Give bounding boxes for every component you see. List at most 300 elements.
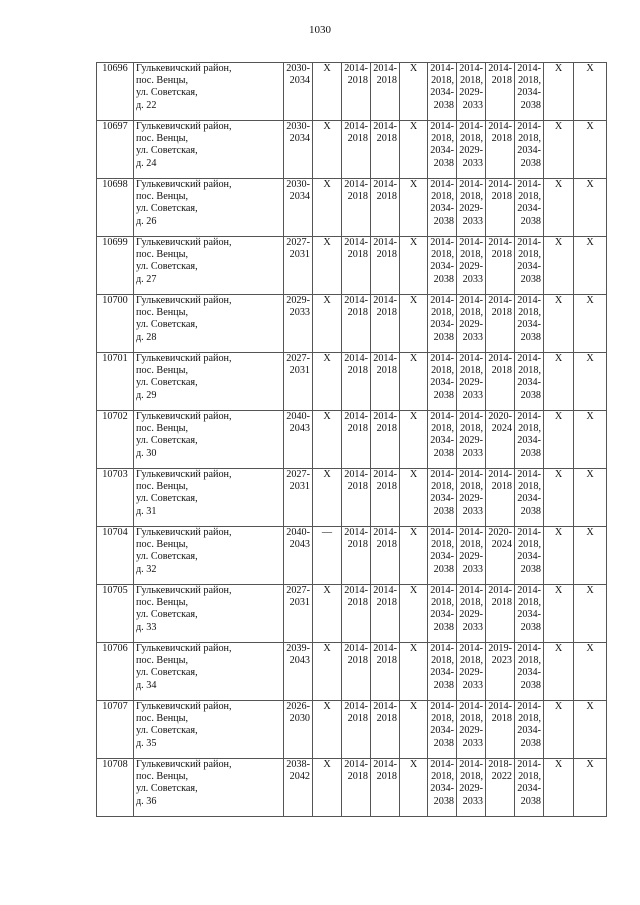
period-cell <box>342 411 371 469</box>
cell-line: 2014- <box>488 353 512 364</box>
cell-line: 2034- <box>517 551 541 563</box>
mark-cell: X <box>400 585 428 643</box>
period-cell <box>486 63 515 121</box>
cell-line: 2014- <box>517 121 541 132</box>
period-cell <box>515 701 544 759</box>
period-cell <box>342 527 371 585</box>
cell-line: 2018, <box>431 481 454 493</box>
period-cell <box>515 469 544 527</box>
cell-line: 2018 <box>491 481 512 493</box>
cell-line: 2018, <box>431 771 454 783</box>
cell-line: 2034- <box>517 145 541 157</box>
cell-line: 2014- <box>488 121 512 132</box>
period-cell <box>284 527 313 585</box>
cell-line: ул. Советская, <box>136 261 198 273</box>
cell-line: 2014- <box>430 759 454 770</box>
cell-line: 2018, <box>518 771 541 783</box>
cell-line: ул. Советская, <box>136 725 198 737</box>
cell-line: д. 35 <box>136 737 157 749</box>
record-number: 10708 <box>97 759 134 817</box>
cell-line: 2034- <box>517 319 541 331</box>
cell-line: 2034- <box>517 203 541 215</box>
cell-line: ул. Советская, <box>136 783 198 795</box>
cell-line: 2034- <box>430 203 454 215</box>
mark-cell: X <box>313 121 342 179</box>
cell-line: 2034- <box>517 377 541 389</box>
cell-line: Гулькевичский район, <box>136 585 232 596</box>
cell-line: д. 27 <box>136 273 157 285</box>
cell-line: 2018, <box>460 481 483 493</box>
cell-line: 2034- <box>517 725 541 737</box>
cell-line: 2014- <box>344 353 368 364</box>
mark-cell: X <box>574 643 607 701</box>
cell-line: 2018 <box>376 191 397 203</box>
cell-line: ул. Советская, <box>136 667 198 679</box>
period-cell <box>371 63 400 121</box>
cell-line: 2018 <box>347 713 368 725</box>
cell-line: 2018 <box>376 655 397 667</box>
cell-line: 2018, <box>518 365 541 377</box>
cell-line: 2018, <box>460 539 483 551</box>
cell-line: пос. Венцы, <box>136 423 189 435</box>
period-cell <box>342 63 371 121</box>
cell-line: 2014- <box>373 527 397 538</box>
period-cell <box>515 585 544 643</box>
cell-line: 2033 <box>462 99 483 111</box>
mark-cell: X <box>574 585 607 643</box>
mark-cell: X <box>313 411 342 469</box>
address-cell <box>134 643 284 701</box>
cell-line: Гулькевичский район, <box>136 759 232 770</box>
period-cell <box>428 237 457 295</box>
mark-cell: X <box>544 701 574 759</box>
cell-line: 2018, <box>460 423 483 435</box>
mark-cell: X <box>400 63 428 121</box>
mark-cell: X <box>544 585 574 643</box>
cell-line: 2018, <box>460 713 483 725</box>
cell-line: 2038 <box>433 273 454 285</box>
period-cell <box>342 643 371 701</box>
cell-line: 2018, <box>431 713 454 725</box>
cell-line: д. 34 <box>136 679 157 691</box>
cell-line: 2014- <box>459 295 483 306</box>
cell-line: 2029- <box>459 319 483 331</box>
period-cell <box>371 295 400 353</box>
period-cell <box>486 585 515 643</box>
cell-line: 2034- <box>517 87 541 99</box>
cell-line: 2019- <box>488 643 512 654</box>
cell-line: Гулькевичский район, <box>136 295 232 306</box>
cell-line: 2029- <box>459 609 483 621</box>
cell-line: Гулькевичский район, <box>136 179 232 190</box>
mark-cell: X <box>574 759 607 817</box>
mark-cell: X <box>400 237 428 295</box>
cell-line: 2027- <box>286 585 310 596</box>
cell-line: 2038 <box>520 737 541 749</box>
cell-line: 2014- <box>373 411 397 422</box>
cell-line: 2014- <box>373 179 397 190</box>
cell-line: ул. Советская, <box>136 145 198 157</box>
cell-line: 2014- <box>517 353 541 364</box>
cell-line: 2018, <box>518 249 541 261</box>
cell-line: 2038- <box>286 759 310 770</box>
cell-line: 2034- <box>430 435 454 447</box>
cell-line: 2029- <box>459 87 483 99</box>
period-cell <box>371 701 400 759</box>
cell-line: 2018 <box>347 133 368 145</box>
cell-line: 2033 <box>462 157 483 169</box>
cell-line: 2034- <box>430 493 454 505</box>
cell-line: 2014- <box>459 237 483 248</box>
cell-line: 2020- <box>488 411 512 422</box>
cell-line: 2014- <box>430 121 454 132</box>
cell-line: 2018, <box>460 365 483 377</box>
mark-cell: X <box>400 411 428 469</box>
cell-line: 2018 <box>376 133 397 145</box>
cell-line: 2027- <box>286 353 310 364</box>
cell-line: 2014- <box>459 469 483 480</box>
cell-line: 2034- <box>517 667 541 679</box>
cell-line: 2018, <box>431 133 454 145</box>
record-number: 10701 <box>97 353 134 411</box>
period-cell <box>428 63 457 121</box>
period-cell <box>342 295 371 353</box>
cell-line: 2029- <box>459 725 483 737</box>
mark-cell: X <box>400 295 428 353</box>
period-cell <box>284 411 313 469</box>
cell-line: 2034- <box>517 493 541 505</box>
period-cell <box>457 353 486 411</box>
cell-line: 2014- <box>459 759 483 770</box>
cell-line: 2014- <box>373 63 397 74</box>
cell-line: 2018, <box>431 249 454 261</box>
cell-line: 2038 <box>433 621 454 633</box>
cell-line: 2018 <box>376 539 397 551</box>
cell-line: 2030 <box>289 713 310 725</box>
period-cell <box>457 469 486 527</box>
cell-line: 2018 <box>347 307 368 319</box>
mark-cell: X <box>313 63 342 121</box>
cell-line: 2038 <box>433 157 454 169</box>
cell-line: 2033 <box>462 737 483 749</box>
cell-line: 2038 <box>520 679 541 691</box>
cell-line: 2014- <box>459 121 483 132</box>
mark-cell: X <box>400 121 428 179</box>
period-cell <box>284 353 313 411</box>
cell-line: 2014- <box>430 527 454 538</box>
cell-line: 2018, <box>431 423 454 435</box>
cell-line: 2038 <box>433 389 454 401</box>
cell-line: 2014- <box>459 643 483 654</box>
period-cell <box>428 527 457 585</box>
mark-cell: X <box>574 295 607 353</box>
record-number: 10702 <box>97 411 134 469</box>
period-cell <box>457 527 486 585</box>
cell-line: 2018, <box>518 133 541 145</box>
cell-line: 2038 <box>433 505 454 517</box>
mark-cell: X <box>574 353 607 411</box>
cell-line: 2029- <box>459 377 483 389</box>
cell-line: 2033 <box>462 563 483 575</box>
table-row <box>97 237 607 295</box>
cell-line: пос. Венцы, <box>136 597 189 609</box>
period-cell <box>457 179 486 237</box>
cell-line: 2014- <box>344 527 368 538</box>
period-cell <box>284 469 313 527</box>
cell-line: 2018, <box>518 655 541 667</box>
cell-line: 2014- <box>344 643 368 654</box>
cell-line: 2018, <box>460 307 483 319</box>
cell-line: 2014- <box>430 353 454 364</box>
cell-line: 2018, <box>431 597 454 609</box>
address-cell <box>134 585 284 643</box>
cell-line: 2043 <box>289 655 310 667</box>
cell-line: 2018, <box>518 481 541 493</box>
cell-line: д. 31 <box>136 505 157 517</box>
mark-cell: X <box>313 179 342 237</box>
mark-cell: X <box>574 411 607 469</box>
cell-line: 2024 <box>491 539 512 551</box>
cell-line: 2014- <box>517 701 541 712</box>
address-cell <box>134 63 284 121</box>
cell-line: 2014- <box>344 63 368 74</box>
period-cell <box>515 63 544 121</box>
period-cell <box>371 353 400 411</box>
cell-line: 2018 <box>376 597 397 609</box>
cell-line: ул. Советская, <box>136 87 198 99</box>
cell-line: 2038 <box>520 563 541 575</box>
cell-line: 2014- <box>517 237 541 248</box>
cell-line: пос. Венцы, <box>136 713 189 725</box>
cell-line: 2038 <box>433 215 454 227</box>
cell-line: 2014- <box>373 643 397 654</box>
cell-line: д. 24 <box>136 157 157 169</box>
cell-line: пос. Венцы, <box>136 249 189 261</box>
period-cell <box>428 179 457 237</box>
cell-line: 2029- <box>459 783 483 795</box>
cell-line: 2034 <box>289 75 310 87</box>
cell-line: 2038 <box>520 389 541 401</box>
cell-line: 2018, <box>518 597 541 609</box>
period-cell <box>342 121 371 179</box>
cell-line: 2018, <box>518 713 541 725</box>
cell-line: пос. Венцы, <box>136 481 189 493</box>
address-cell <box>134 295 284 353</box>
mark-cell: X <box>544 469 574 527</box>
cell-line: 2014- <box>430 237 454 248</box>
cell-line: 2018, <box>460 655 483 667</box>
cell-line: 2018 <box>347 481 368 493</box>
period-cell <box>428 701 457 759</box>
cell-line: 2018, <box>460 249 483 261</box>
table-row <box>97 121 607 179</box>
period-cell <box>457 759 486 817</box>
cell-line: 2014- <box>430 411 454 422</box>
period-cell <box>284 63 313 121</box>
period-cell <box>428 353 457 411</box>
cell-line: 2014- <box>373 585 397 596</box>
record-number: 10698 <box>97 179 134 237</box>
cell-line: 2014- <box>488 179 512 190</box>
mark-cell: X <box>313 701 342 759</box>
cell-line: 2014- <box>459 701 483 712</box>
table-row <box>97 759 607 817</box>
period-cell <box>457 643 486 701</box>
cell-line: 2034- <box>430 667 454 679</box>
cell-line: пос. Венцы, <box>136 191 189 203</box>
mark-cell: X <box>544 121 574 179</box>
mark-cell: X <box>544 353 574 411</box>
mark-cell: X <box>313 759 342 817</box>
cell-line: пос. Венцы, <box>136 539 189 551</box>
period-cell <box>342 701 371 759</box>
cell-line: 2038 <box>433 563 454 575</box>
cell-line: 2018, <box>460 597 483 609</box>
cell-line: 2034- <box>430 725 454 737</box>
cell-line: 2033 <box>462 795 483 807</box>
cell-line: 2034- <box>517 435 541 447</box>
period-cell <box>428 643 457 701</box>
cell-line: ул. Советская, <box>136 493 198 505</box>
cell-line: 2018, <box>518 539 541 551</box>
period-cell <box>284 179 313 237</box>
cell-line: 2024 <box>491 423 512 435</box>
period-cell <box>428 121 457 179</box>
table-row <box>97 701 607 759</box>
period-cell <box>457 295 486 353</box>
cell-line: 2038 <box>520 447 541 459</box>
mark-cell: X <box>544 527 574 585</box>
period-cell <box>486 353 515 411</box>
period-cell <box>486 295 515 353</box>
cell-line: Гулькевичский район, <box>136 237 232 248</box>
record-number: 10706 <box>97 643 134 701</box>
cell-line: 2014- <box>517 469 541 480</box>
cell-line: 2014- <box>430 585 454 596</box>
cell-line: 2014- <box>373 469 397 480</box>
cell-line: 2014- <box>488 237 512 248</box>
record-number: 10704 <box>97 527 134 585</box>
cell-line: 2018 <box>376 771 397 783</box>
mark-cell: X <box>313 353 342 411</box>
mark-cell: X <box>544 295 574 353</box>
cell-line: 2030- <box>286 179 310 190</box>
cell-line: д. 33 <box>136 621 157 633</box>
cell-line: 2038 <box>433 99 454 111</box>
period-cell <box>371 411 400 469</box>
cell-line: 2034- <box>430 145 454 157</box>
record-number: 10707 <box>97 701 134 759</box>
mark-cell: X <box>400 701 428 759</box>
address-cell <box>134 179 284 237</box>
cell-line: 2014- <box>459 585 483 596</box>
cell-line: 2018 <box>347 249 368 261</box>
period-cell <box>342 585 371 643</box>
cell-line: пос. Венцы, <box>136 133 189 145</box>
period-cell <box>515 295 544 353</box>
cell-line: 2014- <box>488 469 512 480</box>
cell-line: 2034- <box>430 609 454 621</box>
cell-line: 2018, <box>431 365 454 377</box>
cell-line: 2034- <box>517 783 541 795</box>
cell-line: 2040- <box>286 411 310 422</box>
period-cell <box>515 237 544 295</box>
cell-line: 2014- <box>488 701 512 712</box>
cell-line: 2018, <box>431 655 454 667</box>
period-cell <box>457 237 486 295</box>
table-body <box>97 63 607 817</box>
cell-line: 2014- <box>488 585 512 596</box>
cell-line: 2018 <box>491 191 512 203</box>
mark-cell: X <box>400 353 428 411</box>
cell-line: 2038 <box>433 795 454 807</box>
period-cell <box>515 179 544 237</box>
period-cell <box>515 759 544 817</box>
cell-line: 2014- <box>517 411 541 422</box>
period-cell <box>284 237 313 295</box>
period-cell <box>371 121 400 179</box>
cell-line: д. 29 <box>136 389 157 401</box>
period-cell <box>515 353 544 411</box>
mark-cell: X <box>574 179 607 237</box>
cell-line: Гулькевичский район, <box>136 527 232 538</box>
cell-line: 2014- <box>373 295 397 306</box>
period-cell <box>457 701 486 759</box>
cell-line: Гулькевичский район, <box>136 469 232 480</box>
cell-line: 2034- <box>430 87 454 99</box>
period-cell <box>342 179 371 237</box>
cell-line: 2030- <box>286 121 310 132</box>
cell-line: 2031 <box>289 481 310 493</box>
table-row <box>97 179 607 237</box>
record-number: 10703 <box>97 469 134 527</box>
table-row <box>97 353 607 411</box>
cell-line: Гулькевичский район, <box>136 701 232 712</box>
cell-line: пос. Венцы, <box>136 75 189 87</box>
cell-line: 2018, <box>431 75 454 87</box>
cell-line: Гулькевичский район, <box>136 643 232 654</box>
period-cell <box>284 121 313 179</box>
cell-line: Гулькевичский район, <box>136 411 232 422</box>
cell-line: 2018 <box>491 249 512 261</box>
period-cell <box>342 237 371 295</box>
period-cell <box>371 527 400 585</box>
cell-line: 2029- <box>459 261 483 273</box>
address-cell <box>134 121 284 179</box>
table-row <box>97 527 607 585</box>
cell-line: 2018, <box>431 191 454 203</box>
cell-line: 2018 <box>347 75 368 87</box>
period-cell <box>457 63 486 121</box>
period-cell <box>486 237 515 295</box>
cell-line: 2043 <box>289 423 310 435</box>
period-cell <box>428 759 457 817</box>
cell-line: 2026- <box>286 701 310 712</box>
period-cell <box>371 585 400 643</box>
cell-line: 2029- <box>459 145 483 157</box>
cell-line: д. 32 <box>136 563 157 575</box>
table-row <box>97 411 607 469</box>
cell-line: 2014- <box>459 63 483 74</box>
cell-line: 2033 <box>462 447 483 459</box>
period-cell <box>486 701 515 759</box>
cell-line: д. 22 <box>136 99 157 111</box>
cell-line: пос. Венцы, <box>136 655 189 667</box>
address-cell <box>134 237 284 295</box>
cell-line: 2033 <box>462 505 483 517</box>
cell-line: 2018 <box>491 75 512 87</box>
cell-line: 2034- <box>430 551 454 563</box>
